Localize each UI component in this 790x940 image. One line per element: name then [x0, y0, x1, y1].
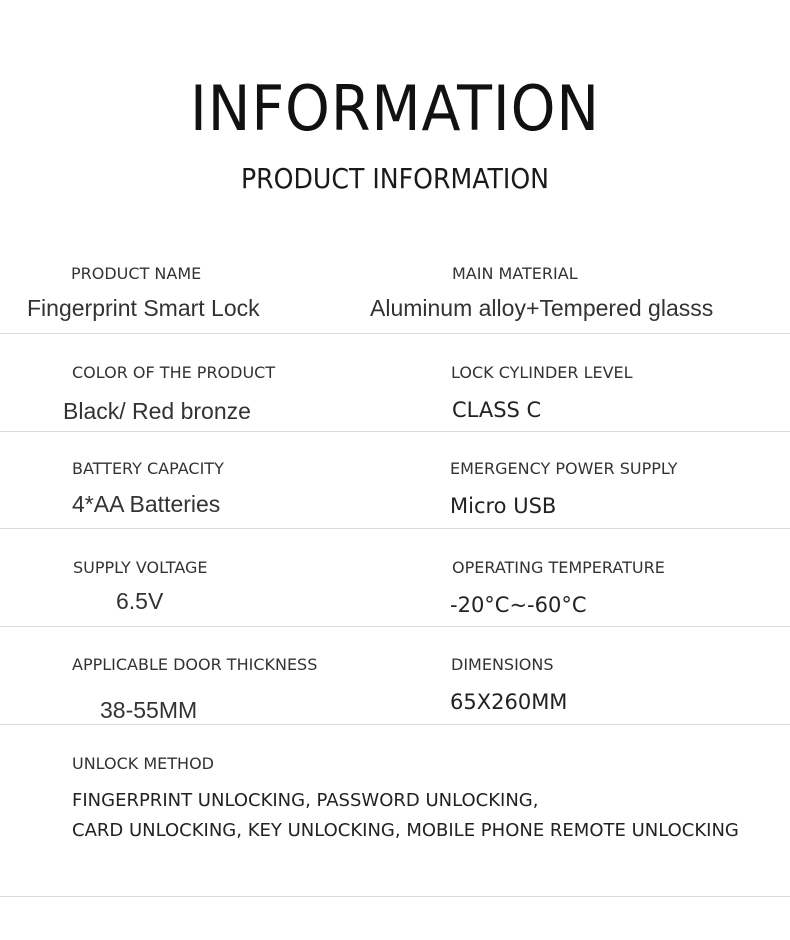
row-divider: [0, 528, 790, 529]
emergency-power-supply-label: EMERGENCY POWER SUPPLY: [450, 459, 678, 478]
battery-capacity-label: BATTERY CAPACITY: [72, 459, 224, 478]
supply-voltage-label: SUPPLY VOLTAGE: [73, 558, 208, 577]
product-color-label: COLOR OF THE PRODUCT: [72, 363, 276, 382]
page-title: INFORMATION: [189, 72, 600, 145]
supply-voltage-value: 6.5V: [116, 588, 164, 614]
operating-temperature-label: OPERATING TEMPERATURE: [452, 558, 665, 577]
product-color-value: Black/ Red bronze: [63, 398, 251, 424]
unlock-method-line-2: CARD UNLOCKING, KEY UNLOCKING, MOBILE PHONE REMOTE UNLOCKING: [72, 820, 739, 841]
dimensions-value: 65X260MM: [450, 690, 568, 714]
row-divider: [0, 896, 790, 897]
battery-capacity-value: 4*AA Batteries: [72, 491, 221, 517]
row-divider: [0, 626, 790, 627]
lock-cylinder-level-label: LOCK CYLINDER LEVEL: [451, 363, 633, 382]
main-material-label: MAIN MATERIAL: [452, 264, 578, 283]
emergency-power-supply-value: Micro USB: [450, 494, 557, 518]
operating-temperature-value: -20°C~-60°C: [450, 593, 587, 617]
product-name-label: PRODUCT NAME: [71, 264, 202, 283]
row-divider: [0, 724, 790, 725]
lock-cylinder-level-value: CLASS C: [452, 398, 542, 422]
page-subtitle: PRODUCT INFORMATION: [240, 162, 550, 195]
dimensions-label: DIMENSIONS: [451, 655, 554, 674]
main-material-value: Aluminum alloy+Tempered glasss: [370, 295, 714, 321]
row-divider: [0, 431, 790, 432]
unlock-method-label: UNLOCK METHOD: [72, 754, 214, 773]
unlock-method-line-1: FINGERPRINT UNLOCKING, PASSWORD UNLOCKING,: [72, 790, 539, 811]
product-name-value: Fingerprint Smart Lock: [27, 295, 260, 321]
door-thickness-value: 38-55MM: [100, 697, 198, 723]
door-thickness-label: APPLICABLE DOOR THICKNESS: [72, 655, 318, 674]
row-divider: [0, 333, 790, 334]
